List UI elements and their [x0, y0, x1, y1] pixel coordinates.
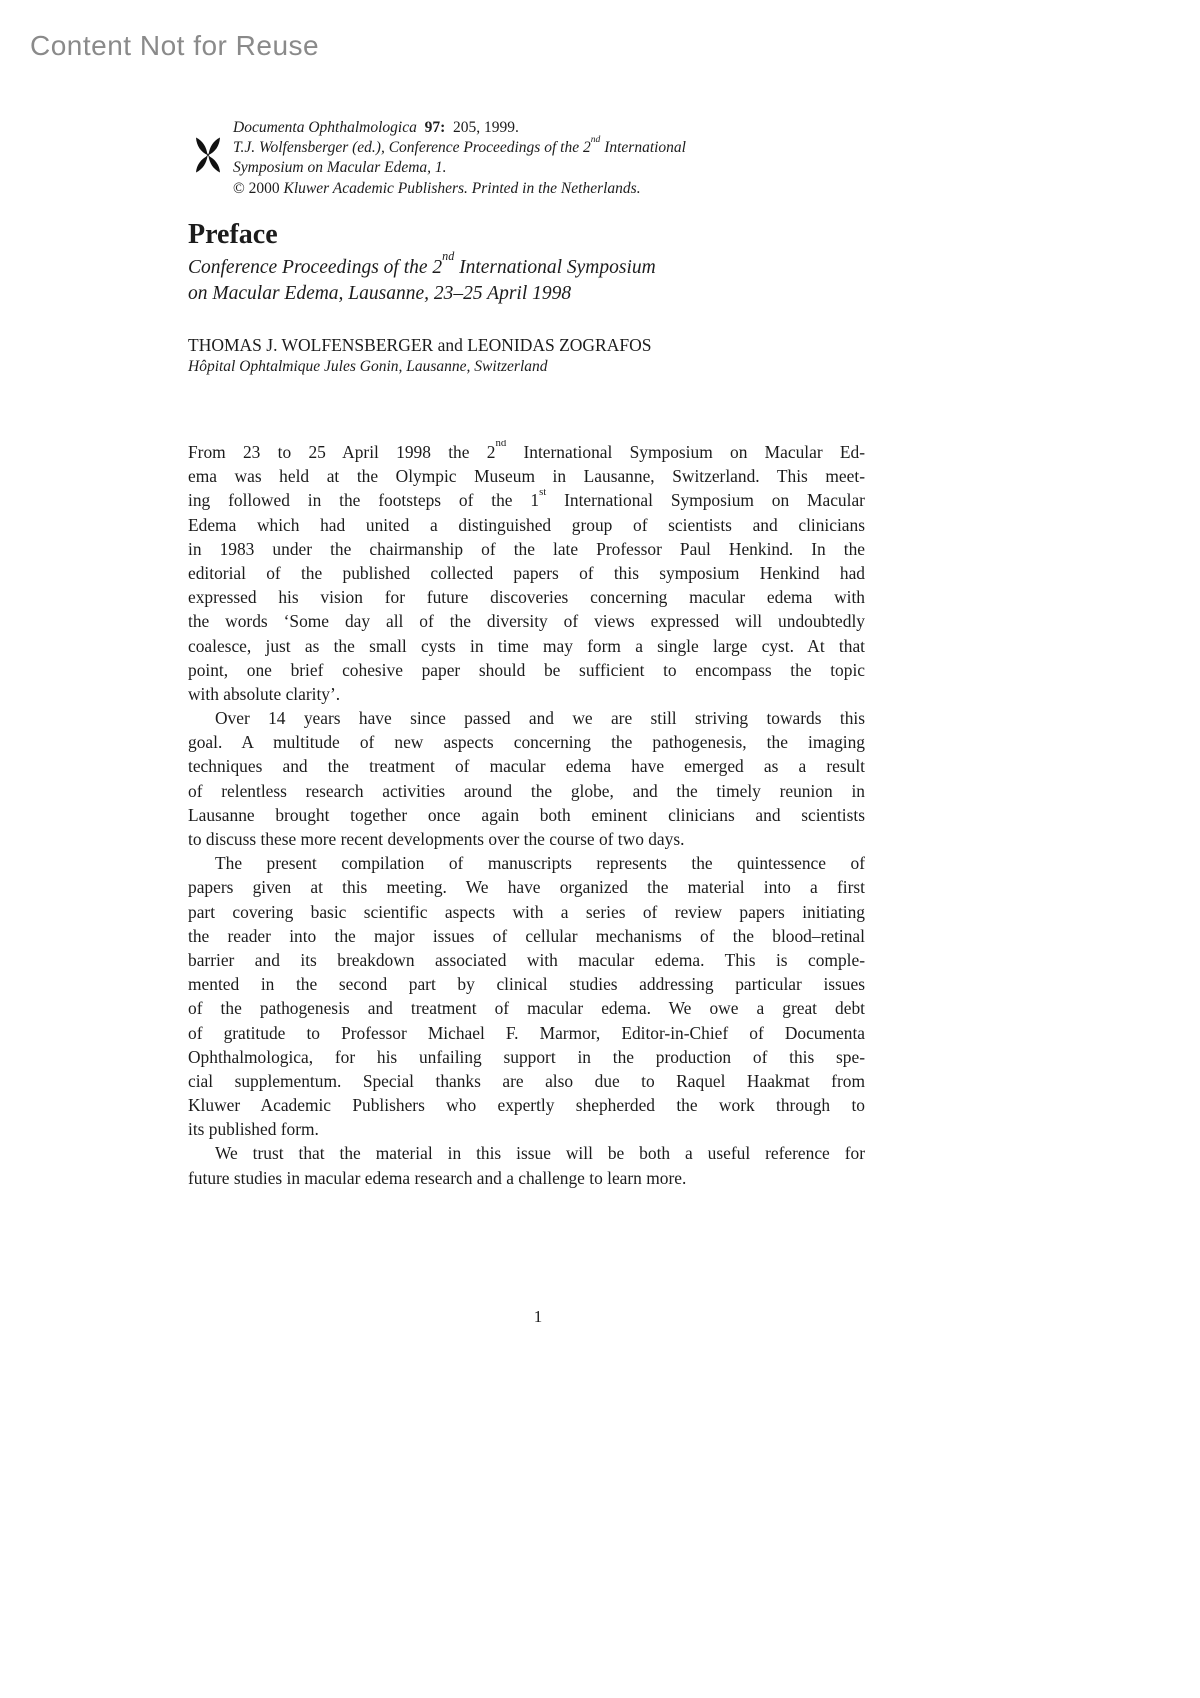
body-line: future studies in macular edema research and a challenge to learn more.	[188, 1167, 687, 1188]
body-line: goal. A multitude of new aspects concerning the pathogenesis, the imaging	[188, 732, 865, 753]
body-line: cial supplementum. Special thanks are also due to Raquel Haakmat from	[188, 1070, 865, 1091]
body-line: editorial of the published collected papers of this symposium Henkind had	[188, 562, 865, 583]
body-line: expressed his vision for future discoveries concerning macular edema with	[188, 587, 865, 608]
body-line: ing followed in the footsteps of the 1st International Symposium on Macular	[188, 488, 865, 511]
citation-line-editor: T.J. Wolfensberger (ed.), Conference Proceedings of the 2nd International	[233, 133, 686, 157]
kluwer-publisher-logo-icon	[193, 136, 223, 174]
body-line: Edema which had united a distinguished group of scientists and clinicians	[188, 514, 865, 535]
body-line: coalesce, just as the small cysts in time may form a single large cyst. At that	[188, 635, 865, 656]
subtitle-line-2: on Macular Edema, Lausanne, 23–25 April 1998	[188, 283, 572, 304]
body-line: We trust that the material in this issue will be both a useful reference for	[215, 1143, 865, 1164]
subtitle-line-1: Conference Proceedings of the 2nd International Symposium	[188, 249, 656, 278]
copyright-text: Kluwer Academic Publishers. Printed in the Netherlands.	[283, 179, 641, 197]
citation-block	[233, 118, 686, 199]
journal-name: Documenta Ophthalmologica	[233, 119, 417, 136]
journal-pages: 205, 1999.	[453, 119, 519, 136]
journal-volume: 97:	[424, 119, 446, 136]
body-line: The present compilation of manuscripts represents the quintessence of	[215, 853, 865, 874]
article-title: Preface	[188, 219, 278, 250]
body-line: with absolute clarity’.	[188, 683, 341, 704]
body-line: papers given at this meeting. We have organized the material into a first	[188, 877, 865, 898]
body-line: Over 14 years have since passed and we are still striving towards this	[215, 708, 865, 729]
body-line: the reader into the major issues of cellular mechanisms of the blood–retinal	[188, 925, 865, 946]
citation-line-series: Symposium on Macular Edema, 1.	[233, 159, 447, 177]
body-line: barrier and its breakdown associated with macular edema. This is comple-	[188, 949, 865, 970]
body-line: Lausanne brought together once again both eminent clinicians and scientists	[188, 804, 865, 825]
watermark-text: Content Not for Reuse	[30, 30, 320, 61]
body-line: in 1983 under the chairmanship of the late Professor Paul Henkind. In the	[188, 538, 865, 559]
body-line: of gratitude to Professor Michael F. Marmor, Editor-in-Chief of Documenta	[188, 1022, 865, 1043]
body-line: the words ‘Some day all of the diversity of views expressed will undoubtedly	[188, 611, 865, 632]
body-line: Kluwer Academic Publishers who expertly shepherded the work through to	[188, 1095, 865, 1116]
body-line: part covering basic scientific aspects with a series of review papers initiating	[188, 901, 865, 922]
body-line: its published form.	[188, 1119, 319, 1140]
body-line: Ophthalmologica, for his unfailing support in the production of this spe-	[188, 1046, 865, 1067]
body-line: to discuss these more recent developments over the course of two days.	[188, 829, 685, 849]
article-subtitle	[188, 249, 888, 307]
authors-line: THOMAS J. WOLFENSBERGER and LEONIDAS ZOGRAFOS	[188, 335, 652, 355]
body-line: techniques and the treatment of macular edema have emerged as a result	[188, 756, 865, 777]
body-line: of relentless research activities around the globe, and the timely reunion in	[188, 780, 865, 801]
copyright-year: © 2000	[233, 179, 280, 197]
affiliation-line: Hôpital Ophtalmique Jules Gonin, Lausanne, Switzerland	[188, 358, 548, 375]
citation-line-copyright	[233, 179, 686, 199]
body-line: mented in the second part by clinical studies addressing particular issues	[188, 974, 865, 995]
citation-line-journal	[233, 118, 686, 138]
body-line: of the pathogenesis and treatment of macular edema. We owe a great debt	[188, 998, 865, 1019]
body-text	[188, 440, 865, 1190]
body-line: point, one brief cohesive paper should be sufficient to encompass the topic	[188, 659, 865, 680]
page-number: 1	[533, 1307, 543, 1326]
body-line: ema was held at the Olympic Museum in Lausanne, Switzerland. This meet-	[188, 466, 865, 487]
body-line: From 23 to 25 April 1998 the 2nd International Symposium on Macular Ed-	[188, 440, 865, 462]
